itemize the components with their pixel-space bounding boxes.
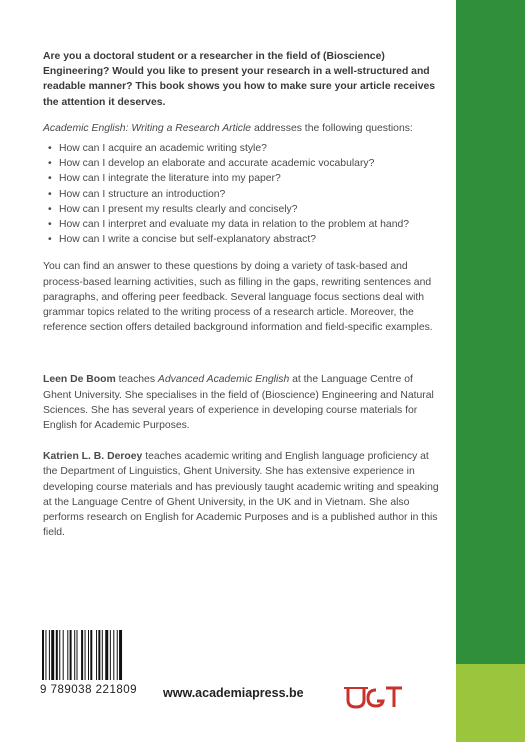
barcode-icon bbox=[40, 630, 150, 680]
isbn-number: 9 789038 221809 bbox=[40, 684, 138, 696]
questions-intro-rest: addresses the following questions: bbox=[251, 122, 413, 134]
author-name-2: Katrien L. B. Deroey bbox=[43, 451, 143, 463]
author-bio-1-text: teaches bbox=[115, 374, 158, 386]
ugent-logo-icon bbox=[342, 682, 404, 710]
green-side-band bbox=[456, 0, 525, 742]
author-bio-1-rest: at the Language Centre of Ghent University. She specialises in the field of (Bioscience) Engineering and Natural Sciences. She has several years of experience in developing course materials for English for Academic Purposes. bbox=[43, 374, 434, 432]
publisher-url[interactable]: www.academiapress.be bbox=[163, 686, 304, 700]
book-title: Academic English: Writing a Research Article bbox=[43, 122, 252, 134]
course-title: Advanced Academic English bbox=[157, 374, 290, 386]
author-bio-1 bbox=[43, 372, 443, 433]
author-name-1: Leen De Boom bbox=[43, 374, 116, 386]
list-item: • How can I present my results clearly and concisely? bbox=[43, 202, 443, 217]
intro-paragraph: Are you a doctoral student or a researcher in the field of (Bioscience) Engineering? Would you like to present your research in a well-structured and readable manner? This book shows you how to make sure your article receives the attention it deserves. bbox=[43, 51, 436, 108]
light-green-band-section bbox=[456, 664, 525, 742]
list-item: • How can I write a concise but self-explanatory abstract? bbox=[43, 232, 443, 247]
author-bio-2-rest: teaches academic writing and English language proficiency at the Department of Linguistics, Ghent University. She has extensive experience in developing course materials and has previously taught academic writing and speaking at the Language Centre of Ghent University, in the UK and in Vietnam. She also performs research on English for Academic Purposes and is a published author in this field. bbox=[43, 451, 439, 539]
question-list bbox=[43, 141, 443, 247]
list-item: • How can I interpret and evaluate my data in relation to the problem at hand? bbox=[43, 217, 443, 232]
questions-intro bbox=[43, 121, 443, 136]
list-item: • How can I structure an introduction? bbox=[43, 187, 443, 202]
list-item: • How can I acquire an academic writing style? bbox=[43, 141, 443, 156]
list-item: • How can I integrate the literature into my paper? bbox=[43, 171, 443, 186]
back-cover-text bbox=[43, 49, 443, 556]
author-bio-2 bbox=[43, 449, 443, 540]
body-paragraph: You can find an answer to these questions by doing a variety of task-based and process-based learning activities, such as filling in the gaps, rewriting sentences and paragraphs, and offering peer feedback. Several language focus sections deal with grammar topics related to the writing process of a research article. Moreover, the reference section offers detailed background information and field-specific examples. bbox=[43, 261, 433, 334]
list-item: • How can I develop an elaborate and accurate academic vocabulary? bbox=[43, 156, 443, 171]
